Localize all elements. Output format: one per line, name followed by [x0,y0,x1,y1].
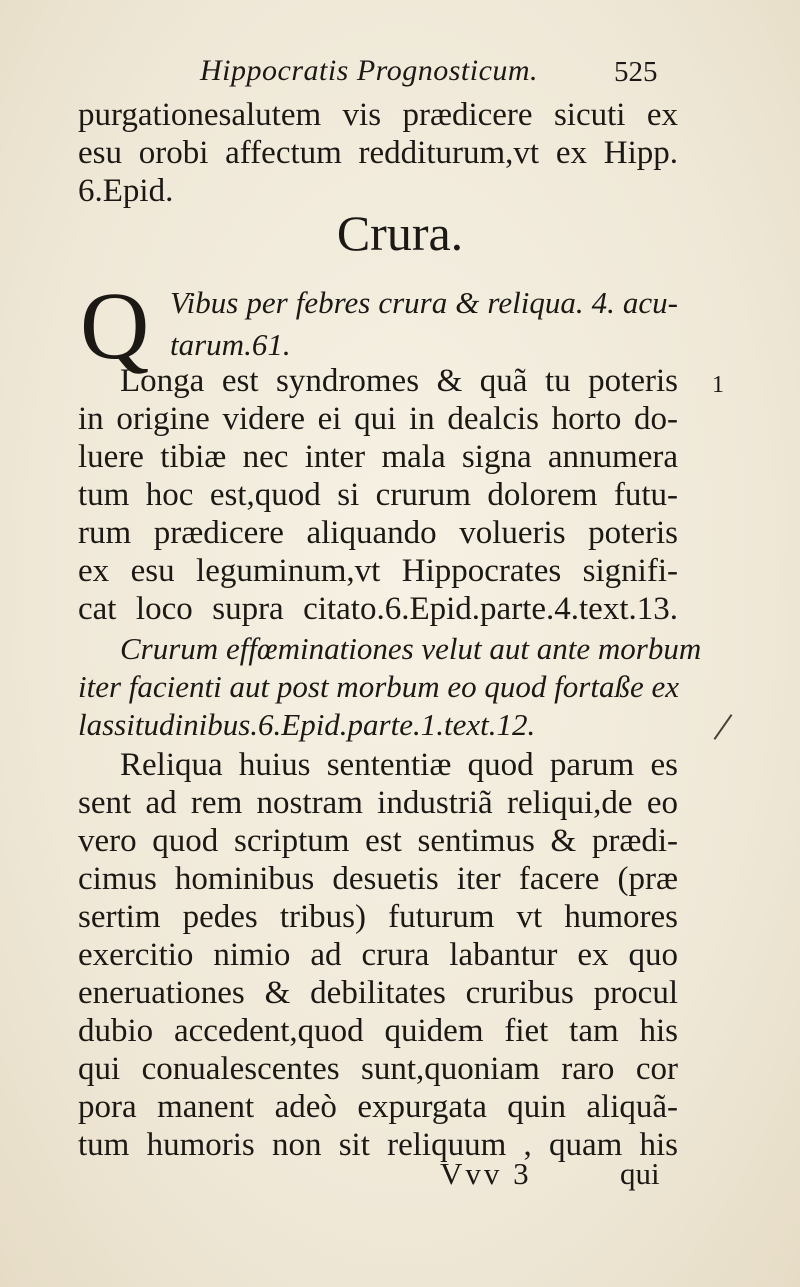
text-line: ex esu leguminum,vt Hippocrates signifi- [78,553,678,589]
text-line: tum humoris non sit reliquum , quam his [78,1127,678,1163]
section-heading: Crura. [336,205,464,261]
margin-note-number: 1 [712,372,724,398]
lemma-line: lassitudinibus.6.Epid.parte.1.text.12. [78,707,536,742]
catchword: qui [620,1156,660,1191]
signature-mark: Vvv 3 [440,1156,532,1191]
running-title: Hippocratis Prognosticum. [200,54,539,87]
text-line: purgationesalutem vis prædicere sicuti ex [78,97,678,133]
lemma-line: tarum.61. [170,327,291,362]
text-line: luere tibiæ nec inter mala signa annumera [78,439,678,475]
page-footer [0,1156,800,1200]
text-line: cimus hominibus desuetis iter facere (præ [78,861,678,897]
text-line: sertim pedes tribus) futurum vt humores [78,899,678,935]
text-line: Reliqua huius sententiæ quod parum es [120,747,678,783]
text-line: tum hoc est,quod si crurum dolorem futu- [78,477,678,513]
lemma-line: iter facienti aut post morbum eo quod fortaße ex [78,669,679,704]
text-line: in origine videre ei qui in dealcis horto do- [78,401,678,437]
lemma-line: Crurum effœminationes velut aut ante morbum [120,631,702,666]
text-line: rum prædicere aliquando volueris poteris [78,515,678,551]
page-header [0,50,800,94]
lemma-line: Vibus per febres crura & reliqua. 4. acu- [170,285,678,320]
drop-cap: Q [80,272,150,379]
text-line: 6.Epid. [78,173,174,209]
page-number: 525 [614,56,658,88]
text-line: pora manent adeò expurgata quin aliquã- [78,1089,678,1125]
text-line: dubio accedent,quod quidem fiet tam his [78,1013,678,1049]
text-line: eneruationes & debilitates cruribus procul [78,975,678,1011]
margin-mark [714,714,733,740]
text-line: exercitio nimio ad crura labantur ex quo [78,937,678,973]
text-line: Longa est syndromes & quã tu poteris [120,363,678,399]
text-line: vero quod scriptum est sentimus & prædi- [78,823,678,859]
text-line: sent ad rem nostram industriã reliqui,de eo [78,785,678,821]
text-line: qui conualescentes sunt,quoniam raro cor [78,1051,678,1087]
text-line: cat loco supra citato.6.Epid.parte.4.text.13. [78,591,678,627]
text-line: esu orobi affectum redditurum,vt ex Hipp. [78,135,678,171]
